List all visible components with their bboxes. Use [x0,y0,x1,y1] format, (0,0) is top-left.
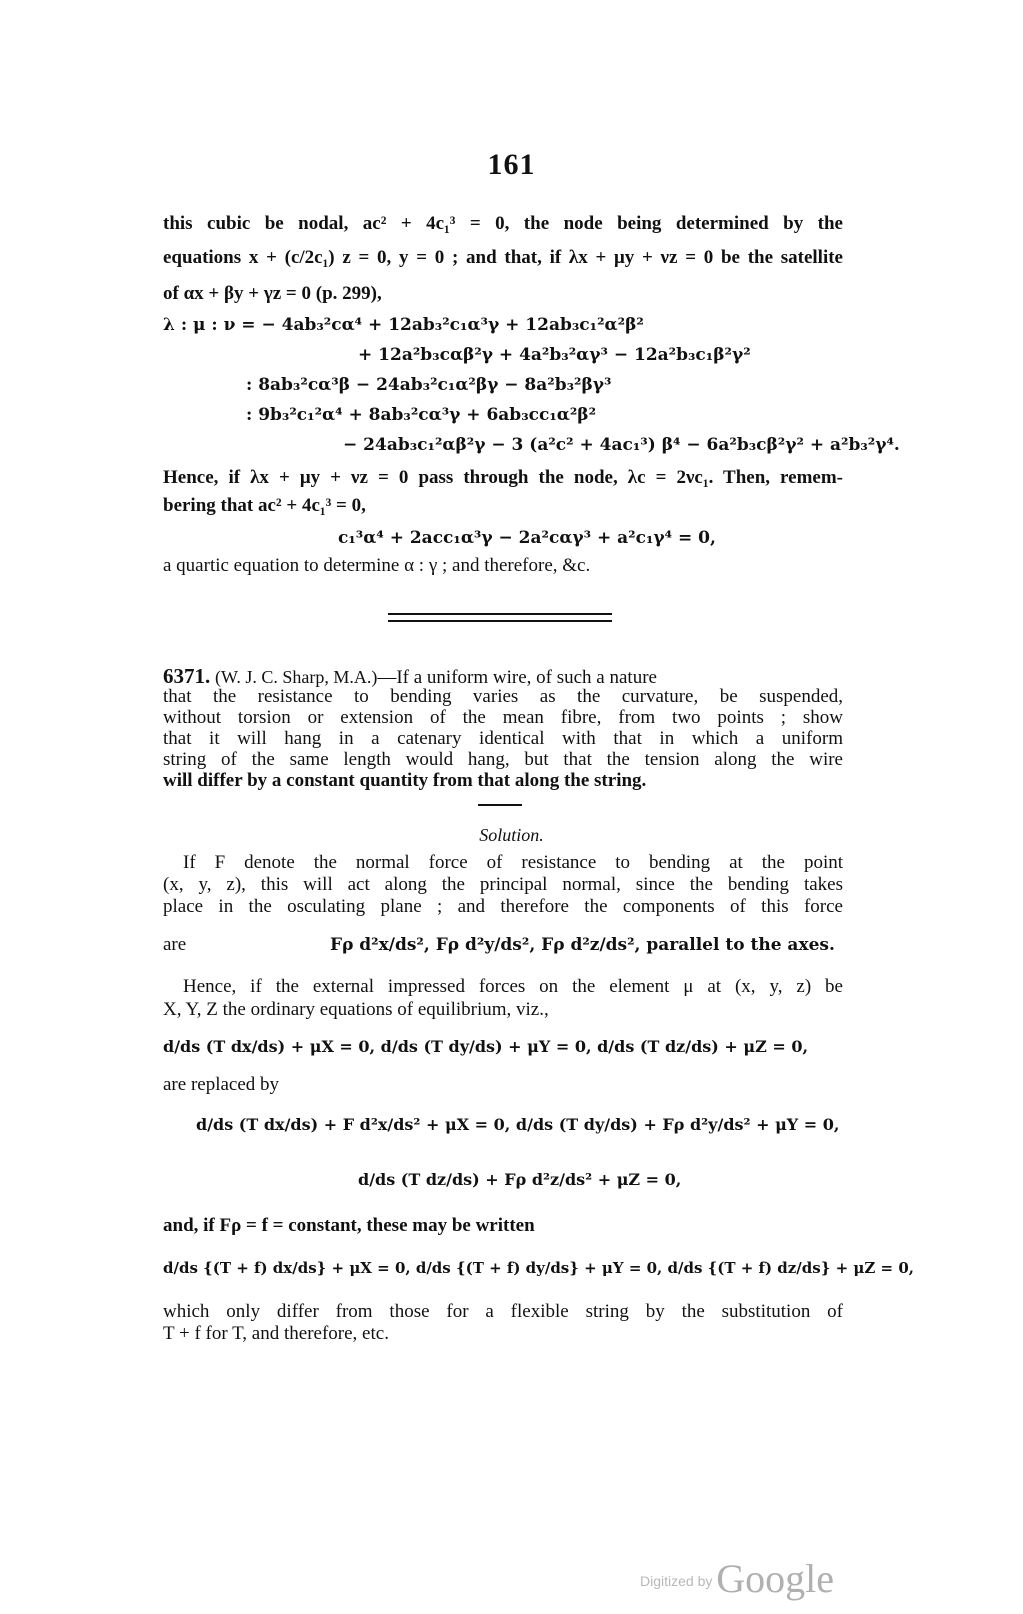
equation-line: + 12a²b₃cαβ²γ + 4a²b₃²αγ³ − 12a²b₃c₁β²γ² [358,345,751,365]
equation-line: λ : μ : ν = − 4ab₃²cα⁴ + 12ab₃²c₁α³γ + 12ab₃c₁²α²β² [163,315,644,335]
separator-rule [388,620,612,622]
equation-line: d/ds (T dz/ds) + Fρ d²z/ds² + μZ = 0, [358,1170,682,1189]
page-number: 161 [487,148,536,181]
text-line: Hence, if λx + μy + νz = 0 pass through the node, λc = 2νc₁. Then, remem- [163,467,843,488]
equation-line: : 8ab₃²cα³β − 24ab₃²c₁α²βγ − 8a²b₃²βγ³ [246,375,612,395]
text-line: a quartic equation to determine α : γ ; and therefore, &c. [163,555,591,576]
solution-line: T + f for T, and therefore, etc. [163,1323,389,1344]
solution-line: place in the osculating plane ; and therefore the components of this force [163,896,843,917]
question-line: string of the same length would hang, but that the tension along the wire [163,749,843,770]
equation-line: − 24ab₃c₁²αβ²γ − 3 (a²c² + 4ac₁³) β⁴ − 6a²b₃cβ²γ² + a²b₃²γ⁴. [343,435,900,455]
solution-line: Hence, if the external impressed forces on the element μ at (x, y, z) be [183,976,843,997]
question-author: (W. J. C. Sharp, M.A.) [215,667,378,687]
question-number: 6371. [163,664,211,688]
question-line: that it will hang in a catenary identical with that in which a uniform [163,728,843,749]
short-rule [478,804,522,806]
equation-line: c₁³α⁴ + 2acc₁α³γ − 2a²cαγ³ + a²c₁γ⁴ = 0, [338,528,716,548]
question-text: —If a uniform wire, of such a nature [377,667,657,688]
solution-line: X, Y, Z the ordinary equations of equilibrium, viz., [163,999,549,1020]
solution-heading: Solution. [479,825,544,845]
equation-line: d/ds (T dx/ds) + F d²x/ds² + μX = 0, d/ds (T dy/ds) + Fρ d²y/ds² + μY = 0, [196,1115,840,1134]
solution-line: are replaced by [163,1074,280,1095]
solution-line: (x, y, z), this will act along the principal normal, since the bending takes [163,874,843,895]
equation-line: Fρ d²x/ds², Fρ d²y/ds², Fρ d²z/ds², parallel to the axes. [330,935,835,955]
question-line: will differ by a constant quantity from that along the string. [163,770,647,791]
solution-line: and, if Fρ = f = constant, these may be written [163,1215,535,1236]
text-line: this cubic be nodal, ac² + 4c₁³ = 0, the node being determined by the [163,213,843,234]
text-line: of αx + βy + γz = 0 (p. 299), [163,283,382,304]
equation-line: d/ds {(T + f) dx/ds} + μX = 0, d/ds {(T + f) dy/ds} + μY = 0, d/ds {(T + f) dz/ds} + μZ = 0, [163,1259,914,1277]
solution-line: which only differ from those for a flexible string by the substitution of [163,1301,843,1322]
solution-line: are [163,934,187,955]
text-line: bering that ac² + 4c₁³ = 0, [163,495,366,516]
equation-line: : 9b₃²c₁²α⁴ + 8ab₃²cα³γ + 6ab₃cc₁α²β² [246,405,597,425]
digitized-label: Digitized by [640,1573,713,1589]
solution-line: If F denote the normal force of resistance to bending at the point [183,852,843,873]
google-logo: Google [716,1556,835,1601]
equation-line: d/ds (T dx/ds) + μX = 0, d/ds (T dy/ds) + μY = 0, d/ds (T dz/ds) + μZ = 0, [163,1037,809,1056]
question-line: without torsion or extension of the mean fibre, from two points ; show [163,707,843,728]
digitized-watermark [640,1555,834,1602]
text-line: equations x + (c/2c₁) z = 0, y = 0 ; and that, if λx + μy + νz = 0 be the satellite [163,247,843,268]
separator-rule [388,613,612,615]
question-line: that the resistance to bending varies as the curvature, be suspended, [163,686,843,707]
